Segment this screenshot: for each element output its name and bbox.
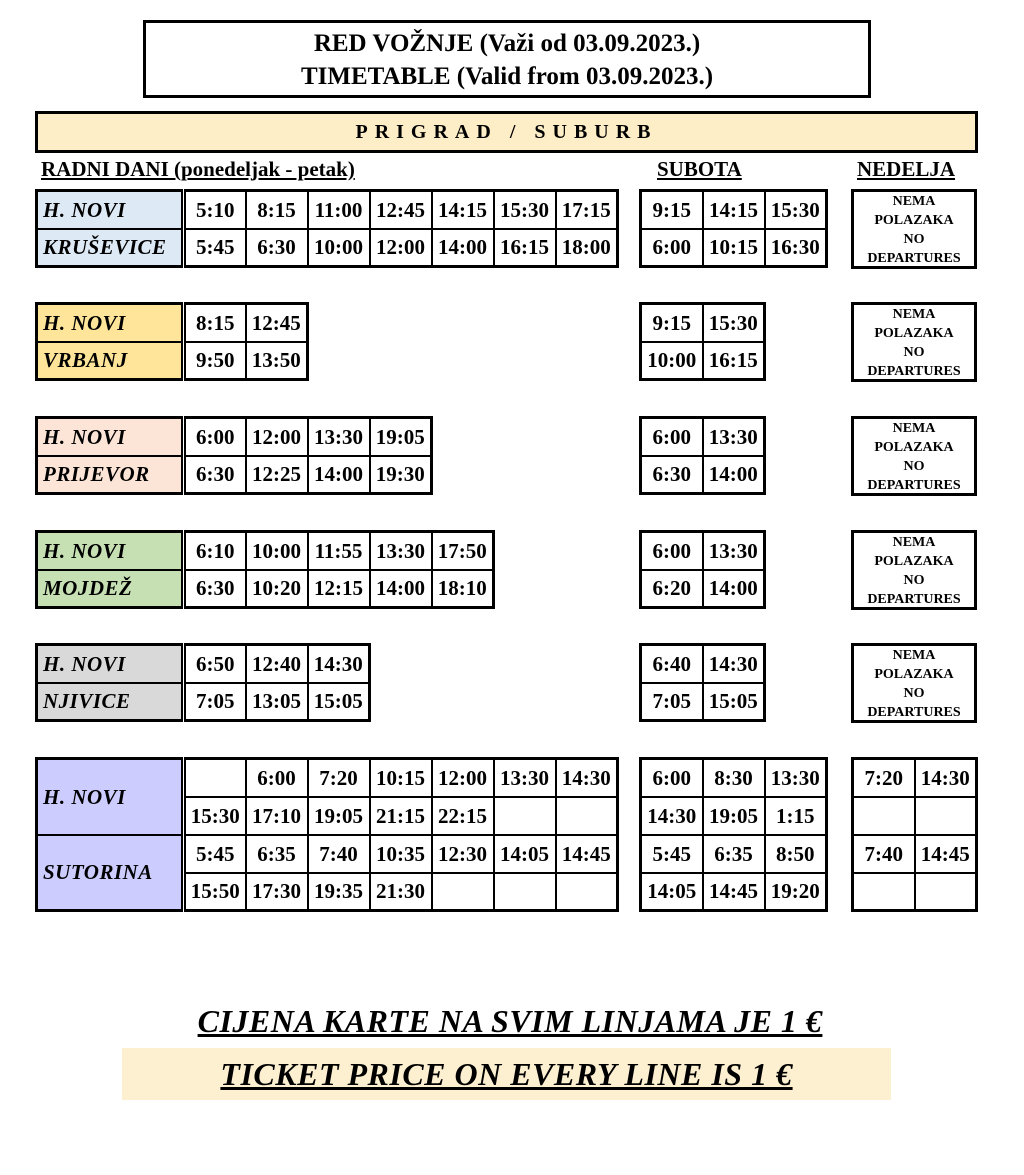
departure-time: 14:30 xyxy=(641,797,703,835)
departure-time: 14:30 xyxy=(915,759,977,797)
departure-time: 14:15 xyxy=(703,191,765,229)
ticket-price-english: TICKET PRICE ON EVERY LINE IS 1 € xyxy=(220,1056,793,1092)
departure-time: 12:25 xyxy=(246,456,308,494)
stop-name: KRUŠEVICE xyxy=(37,229,184,267)
stop-name: H. NOVI xyxy=(37,759,184,835)
table-row xyxy=(37,835,618,873)
no-departures-box xyxy=(851,302,977,382)
no-departures-text: NEMA xyxy=(892,648,936,663)
table-row xyxy=(641,229,827,267)
departure-time: 10:00 xyxy=(308,229,370,267)
table-row xyxy=(641,418,765,456)
table-row xyxy=(641,570,765,608)
table-row xyxy=(37,191,618,229)
departure-time xyxy=(556,797,618,835)
saturday-table xyxy=(639,189,828,268)
departure-time: 12:30 xyxy=(432,835,494,873)
departure-time: 8:15 xyxy=(184,304,246,342)
departure-time: 14:30 xyxy=(308,645,370,683)
table-row xyxy=(641,797,827,835)
departure-time: 14:05 xyxy=(641,873,703,911)
table-row xyxy=(37,456,432,494)
departure-time: 5:45 xyxy=(641,835,703,873)
departure-time: 7:20 xyxy=(853,759,915,797)
table-row xyxy=(37,532,494,570)
departure-time: 11:55 xyxy=(308,532,370,570)
departure-time: 15:05 xyxy=(703,683,765,721)
stop-name: NJIVICE xyxy=(37,683,184,721)
saturday-header: SUBOTA xyxy=(657,157,742,181)
departure-time xyxy=(184,759,246,797)
stop-name: SUTORINA xyxy=(37,835,184,911)
departure-time: 14:45 xyxy=(703,873,765,911)
departure-time xyxy=(915,797,977,835)
departure-time: 22:15 xyxy=(432,797,494,835)
departure-time: 10:15 xyxy=(703,229,765,267)
departure-time: 6:30 xyxy=(641,456,703,494)
departure-time: 7:40 xyxy=(308,835,370,873)
departure-time: 18:10 xyxy=(432,570,494,608)
departure-time: 5:45 xyxy=(184,835,246,873)
departure-time: 17:30 xyxy=(246,873,308,911)
departure-time: 7:20 xyxy=(308,759,370,797)
table-row xyxy=(641,759,827,797)
departure-time: 21:30 xyxy=(370,873,432,911)
saturday-table xyxy=(639,643,766,722)
table-row xyxy=(37,759,618,797)
no-departures-box xyxy=(851,189,977,269)
departure-time: 5:45 xyxy=(184,229,246,267)
departure-time: 15:30 xyxy=(765,191,827,229)
departure-time: 1:15 xyxy=(765,797,827,835)
departure-time: 16:30 xyxy=(765,229,827,267)
table-row xyxy=(37,342,308,380)
no-departures-text: DEPARTURES xyxy=(867,705,961,720)
departure-time: 16:15 xyxy=(494,229,556,267)
departure-time: 7:05 xyxy=(184,683,246,721)
table-row xyxy=(853,759,977,797)
ticket-price-serbian: CIJENA KARTE NA SVIM LINJAMA JE 1 € xyxy=(197,1003,823,1039)
departure-time: 15:50 xyxy=(184,873,246,911)
stop-name: H. NOVI xyxy=(37,304,184,342)
departure-time: 14:45 xyxy=(915,835,977,873)
departure-time: 6:00 xyxy=(641,229,703,267)
stop-name: MOJDEŽ xyxy=(37,570,184,608)
no-departures-text: POLAZAKA xyxy=(874,554,954,569)
title-line-english: TIMETABLE (Valid from 03.09.2023.) xyxy=(300,63,714,90)
table-row xyxy=(641,645,765,683)
departure-time: 19:05 xyxy=(703,797,765,835)
departure-time: 13:05 xyxy=(246,683,308,721)
table-row xyxy=(641,873,827,911)
departure-time: 13:30 xyxy=(370,532,432,570)
no-departures-box xyxy=(851,416,977,496)
departure-time: 10:00 xyxy=(246,532,308,570)
departure-time: 14:30 xyxy=(703,645,765,683)
departure-time: 19:30 xyxy=(370,456,432,494)
departure-time: 9:15 xyxy=(641,191,703,229)
saturday-table xyxy=(639,530,766,609)
departure-time: 5:10 xyxy=(184,191,246,229)
departure-time: 14:00 xyxy=(703,456,765,494)
departure-time: 7:05 xyxy=(641,683,703,721)
departure-time: 15:30 xyxy=(703,304,765,342)
departure-time: 6:35 xyxy=(246,835,308,873)
weekday-table xyxy=(35,530,495,609)
departure-time: 12:45 xyxy=(246,304,308,342)
departure-time: 19:35 xyxy=(308,873,370,911)
no-departures-text: NO xyxy=(903,345,925,360)
departure-time: 21:15 xyxy=(370,797,432,835)
departure-time: 6:00 xyxy=(641,759,703,797)
departure-time: 12:45 xyxy=(370,191,432,229)
weekday-table xyxy=(35,757,619,912)
departure-time xyxy=(494,873,556,911)
departure-time: 15:30 xyxy=(184,797,246,835)
table-row xyxy=(641,304,765,342)
departure-time: 6:00 xyxy=(641,532,703,570)
departure-time: 6:00 xyxy=(641,418,703,456)
table-row xyxy=(37,645,370,683)
departure-time: 9:15 xyxy=(641,304,703,342)
table-row xyxy=(37,418,432,456)
table-row xyxy=(37,683,370,721)
departure-time: 7:40 xyxy=(853,835,915,873)
departure-time: 19:20 xyxy=(765,873,827,911)
no-departures-text: NO xyxy=(903,686,925,701)
table-row xyxy=(37,304,308,342)
weekday-table xyxy=(35,643,371,722)
stop-name: PRIJEVOR xyxy=(37,456,184,494)
departure-time: 16:15 xyxy=(703,342,765,380)
departure-time: 6:50 xyxy=(184,645,246,683)
departure-time: 14:05 xyxy=(494,835,556,873)
departure-time: 6:30 xyxy=(184,570,246,608)
departure-time: 10:15 xyxy=(370,759,432,797)
no-departures-text: DEPARTURES xyxy=(867,364,961,379)
departure-time: 8:50 xyxy=(765,835,827,873)
table-row xyxy=(37,570,494,608)
departure-time: 14:15 xyxy=(432,191,494,229)
weekday-table xyxy=(35,189,619,268)
table-row xyxy=(641,532,765,570)
departure-time: 13:30 xyxy=(765,759,827,797)
departure-time: 14:30 xyxy=(556,759,618,797)
departure-time: 12:00 xyxy=(246,418,308,456)
departure-time: 17:15 xyxy=(556,191,618,229)
table-row xyxy=(853,797,977,835)
table-row xyxy=(641,342,765,380)
table-row xyxy=(853,873,977,911)
no-departures-text: POLAZAKA xyxy=(874,326,954,341)
departure-time: 14:00 xyxy=(703,570,765,608)
departure-time: 12:00 xyxy=(370,229,432,267)
departure-time: 10:00 xyxy=(641,342,703,380)
departure-time: 12:00 xyxy=(432,759,494,797)
departure-time: 17:50 xyxy=(432,532,494,570)
departure-time: 6:30 xyxy=(184,456,246,494)
table-row xyxy=(37,229,618,267)
departure-time: 6:20 xyxy=(641,570,703,608)
no-departures-text: DEPARTURES xyxy=(867,478,961,493)
departure-time: 6:00 xyxy=(246,759,308,797)
saturday-table xyxy=(639,757,828,912)
no-departures-box xyxy=(851,530,977,610)
departure-time: 18:00 xyxy=(556,229,618,267)
departure-time: 12:15 xyxy=(308,570,370,608)
departure-time: 19:05 xyxy=(308,797,370,835)
no-departures-text: DEPARTURES xyxy=(867,251,961,266)
no-departures-text: DEPARTURES xyxy=(867,592,961,607)
departure-time: 15:05 xyxy=(308,683,370,721)
departure-time xyxy=(853,873,915,911)
departure-time: 10:35 xyxy=(370,835,432,873)
departure-time xyxy=(432,873,494,911)
departure-time: 14:00 xyxy=(370,570,432,608)
departure-time: 14:00 xyxy=(308,456,370,494)
no-departures-text: NEMA xyxy=(892,535,936,550)
departure-time: 13:30 xyxy=(703,532,765,570)
saturday-table xyxy=(639,416,766,495)
table-row xyxy=(641,683,765,721)
sunday-table xyxy=(851,757,978,912)
stop-name: VRBANJ xyxy=(37,342,184,380)
no-departures-text: POLAZAKA xyxy=(874,440,954,455)
weekday-table xyxy=(35,416,433,495)
no-departures-text: NEMA xyxy=(892,194,936,209)
stop-name: H. NOVI xyxy=(37,418,184,456)
stop-name: H. NOVI xyxy=(37,645,184,683)
departure-time: 6:35 xyxy=(703,835,765,873)
title-line-serbian: RED VOŽNJE (Važi od 03.09.2023.) xyxy=(313,30,701,57)
departure-time: 6:30 xyxy=(246,229,308,267)
departure-time: 19:05 xyxy=(370,418,432,456)
departure-time: 9:50 xyxy=(184,342,246,380)
no-departures-text: NEMA xyxy=(892,307,936,322)
departure-time: 10:20 xyxy=(246,570,308,608)
saturday-table xyxy=(639,302,766,381)
departure-time: 6:40 xyxy=(641,645,703,683)
departure-time xyxy=(853,797,915,835)
table-row xyxy=(641,835,827,873)
departure-time: 13:30 xyxy=(494,759,556,797)
no-departures-text: NO xyxy=(903,573,925,588)
suburb-banner: PRIGRAD / SUBURB xyxy=(35,111,978,153)
departure-time: 15:30 xyxy=(494,191,556,229)
no-departures-text: NEMA xyxy=(892,421,936,436)
no-departures-text: POLAZAKA xyxy=(874,667,954,682)
departure-time: 11:00 xyxy=(308,191,370,229)
departure-time: 13:50 xyxy=(246,342,308,380)
departure-time: 14:45 xyxy=(556,835,618,873)
departure-time: 13:30 xyxy=(703,418,765,456)
no-departures-text: POLAZAKA xyxy=(874,213,954,228)
table-row xyxy=(641,191,827,229)
timetable-title xyxy=(143,20,871,98)
no-departures-text: NO xyxy=(903,459,925,474)
departure-time: 8:30 xyxy=(703,759,765,797)
departure-time xyxy=(915,873,977,911)
stop-name: H. NOVI xyxy=(37,191,184,229)
no-departures-text: NO xyxy=(903,232,925,247)
no-departures-box xyxy=(851,643,977,723)
departure-time: 6:00 xyxy=(184,418,246,456)
departure-time: 13:30 xyxy=(308,418,370,456)
departure-time: 17:10 xyxy=(246,797,308,835)
table-row xyxy=(853,835,977,873)
table-row xyxy=(641,456,765,494)
departure-time: 14:00 xyxy=(432,229,494,267)
departure-time xyxy=(556,873,618,911)
departure-time: 12:40 xyxy=(246,645,308,683)
stop-name: H. NOVI xyxy=(37,532,184,570)
weekday-table xyxy=(35,302,309,381)
weekdays-header: RADNI DANI (ponedeljak - petak) xyxy=(41,157,355,181)
sunday-header: NEDELJA xyxy=(857,157,956,181)
departure-time: 8:15 xyxy=(246,191,308,229)
departure-time xyxy=(494,797,556,835)
departure-time: 6:10 xyxy=(184,532,246,570)
